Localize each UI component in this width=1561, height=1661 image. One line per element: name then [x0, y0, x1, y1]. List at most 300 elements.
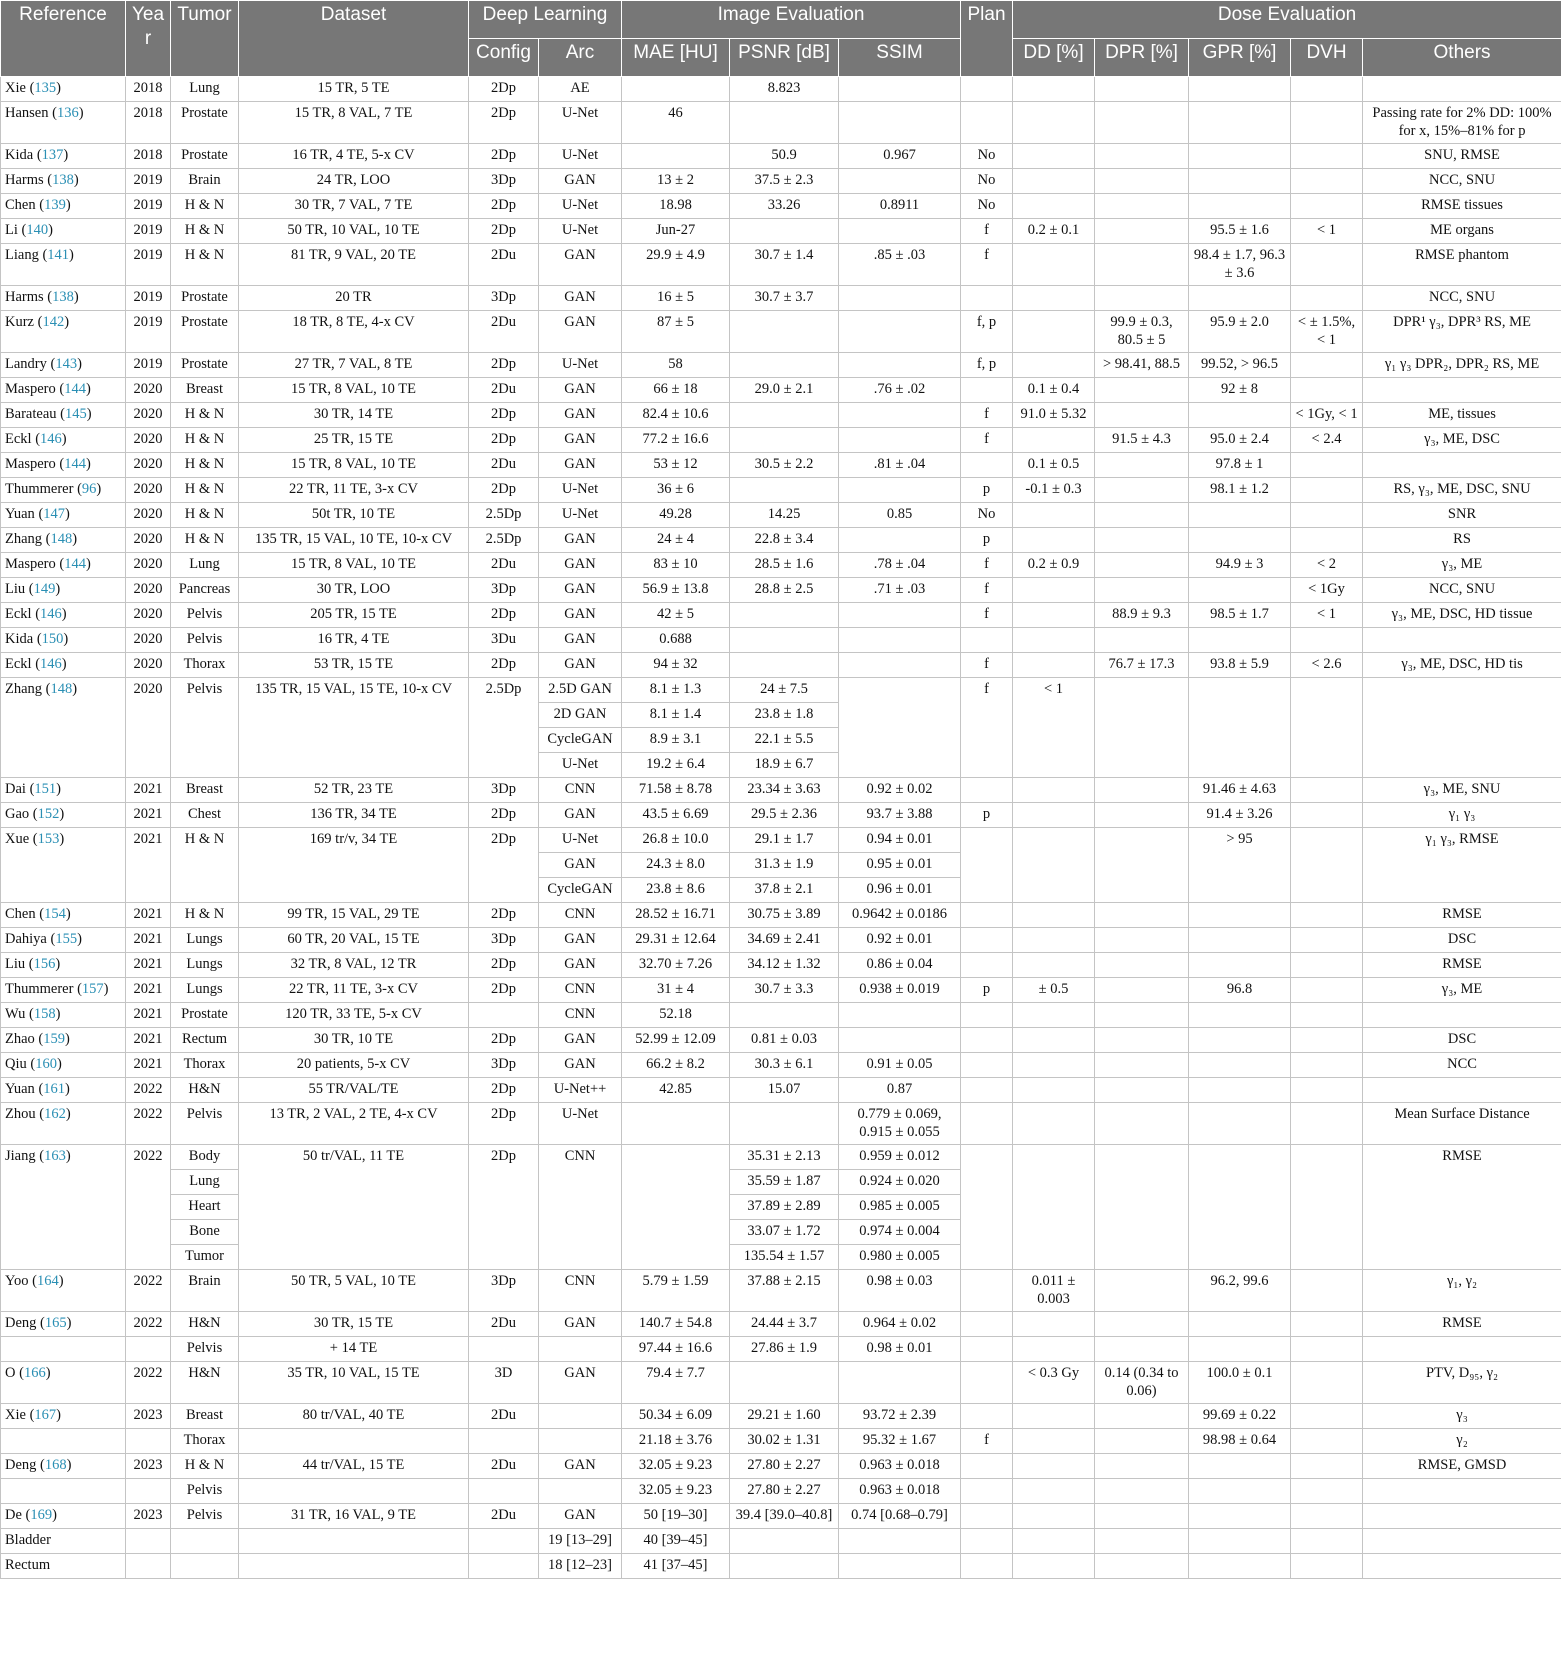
tumor-cell: Breast [171, 1404, 239, 1429]
dpr-cell [1095, 803, 1189, 828]
mae-cell: 46 [622, 102, 730, 144]
citation-link[interactable]: 166 [23, 1365, 46, 1381]
table-row [1, 453, 1561, 478]
dd-cell [1013, 1078, 1095, 1103]
others-cell: γ₁ γ₃ [1363, 803, 1561, 828]
ssim-cell: 0.87 [839, 1078, 961, 1103]
reference-author: Yuan [5, 506, 35, 522]
dd-cell [1013, 311, 1095, 353]
others-cell [1363, 1479, 1561, 1504]
citation-link[interactable]: 167 [34, 1407, 57, 1423]
others-cell: γ₃, ME, DSC, HD tissue [1363, 603, 1561, 628]
config-cell: 2Dp [469, 1078, 539, 1103]
arc-cell: 18 [12–23] [539, 1554, 622, 1579]
others-cell: RMSE [1363, 903, 1561, 928]
year-cell: 2021 [126, 978, 171, 1003]
psnr-cell: 30.7 ± 1.4 [730, 244, 839, 286]
dvh-cell [1291, 778, 1363, 803]
reference-cell: Yoo (164) [1, 1270, 126, 1312]
psnr-cell: 0.81 ± 0.03 [730, 1028, 839, 1053]
reference-author: Li [5, 222, 18, 238]
dvh-cell [1291, 953, 1363, 978]
tumor-cell: H & N [171, 219, 239, 244]
ssim-cell: .81 ± .04 [839, 453, 961, 478]
citation-link[interactable]: 151 [34, 781, 57, 797]
arc-cell [539, 1429, 622, 1454]
mae-cell: Jun-27 [622, 219, 730, 244]
reference-cell: Maspero (144) [1, 378, 126, 403]
year-cell: 2021 [126, 953, 171, 978]
dvh-cell: < 1Gy [1291, 578, 1363, 603]
psnr-cell: 30.7 ± 3.3 [730, 978, 839, 1003]
others-cell: ME, tissues [1363, 403, 1561, 428]
citation-link[interactable]: 161 [43, 1081, 66, 1097]
arc-cell: CNN [539, 778, 622, 803]
citation-link[interactable]: 136 [56, 105, 79, 121]
gpr-cell [1189, 528, 1291, 553]
citation-link[interactable]: 164 [37, 1273, 59, 1289]
citation-link[interactable]: 160 [35, 1056, 57, 1072]
psnr-cell: 22.1 ± 5.5 [730, 728, 839, 753]
citation-link[interactable]: 141 [47, 247, 70, 263]
psnr-cell: 30.02 ± 1.31 [730, 1429, 839, 1454]
citation-link[interactable]: 138 [52, 289, 74, 305]
others-cell: DPR¹ γ₃, DPR³ RS, ME [1363, 311, 1561, 353]
arc-cell: GAN [539, 1312, 622, 1337]
citation-link[interactable]: 165 [44, 1315, 67, 1331]
reference-cell: Xie (135) [1, 77, 126, 102]
citation-link[interactable]: 143 [55, 356, 78, 372]
mae-cell: 32.05 ± 9.23 [622, 1454, 730, 1479]
gpr-cell: 98.1 ± 1.2 [1189, 478, 1291, 503]
mae-cell: 49.28 [622, 503, 730, 528]
citation-link[interactable]: 139 [44, 197, 66, 213]
citation-link[interactable]: 145 [65, 406, 87, 422]
psnr-cell [730, 428, 839, 453]
ssim-cell: 0.959 ± 0.012 [839, 1145, 961, 1170]
dd-cell [1013, 1003, 1095, 1028]
psnr-cell: 37.5 ± 2.3 [730, 169, 839, 194]
reference-cell: Zhang (148) [1, 678, 126, 778]
citation-link[interactable]: 144 [64, 456, 86, 472]
citation-link[interactable]: 149 [33, 581, 56, 597]
table-row [1, 1454, 1561, 1479]
dd-cell: < 0.3 Gy [1013, 1362, 1095, 1404]
others-cell: SNR [1363, 503, 1561, 528]
arc-cell: CNN [539, 1003, 622, 1028]
psnr-cell: 30.7 ± 3.7 [730, 286, 839, 311]
arc-cell: GAN [539, 311, 622, 353]
table-row [1, 311, 1561, 353]
dpr-cell [1095, 403, 1189, 428]
psnr-cell: 8.823 [730, 77, 839, 102]
year-cell: 2023 [126, 1454, 171, 1479]
citation-link[interactable]: 146 [40, 606, 62, 622]
year-cell: 2022 [126, 1270, 171, 1312]
plan-cell [961, 286, 1013, 311]
reference-author: Harms [5, 289, 44, 305]
citation-link[interactable]: 153 [37, 831, 60, 847]
citation-link[interactable]: 158 [33, 1006, 56, 1022]
year-cell: 2020 [126, 653, 171, 678]
dpr-cell [1095, 903, 1189, 928]
ssim-cell: 95.32 ± 1.67 [839, 1429, 961, 1454]
gpr-cell [1189, 1028, 1291, 1053]
year-cell: 2020 [126, 403, 171, 428]
dataset-cell: 15 TR, 5 TE [239, 77, 469, 102]
reference-author: Yuan [5, 1081, 35, 1097]
reference-author: De [5, 1507, 22, 1523]
mae-cell: 26.8 ± 10.0 [622, 828, 730, 853]
ssim-cell: .78 ± .04 [839, 553, 961, 578]
year-cell: 2019 [126, 244, 171, 286]
mae-cell [622, 1103, 730, 1145]
others-cell: γ₃, ME, DSC [1363, 428, 1561, 453]
psnr-cell: 37.89 ± 2.89 [730, 1195, 839, 1220]
citation-link[interactable]: 157 [81, 981, 104, 997]
dvh-cell [1291, 453, 1363, 478]
psnr-cell [730, 219, 839, 244]
reference-author: Liang [5, 247, 39, 263]
col-reference-header: Reference [1, 1, 126, 77]
dataset-cell: 24 TR, LOO [239, 169, 469, 194]
arc-cell: GAN [539, 1362, 622, 1404]
reference-cell: Dahiya (155) [1, 928, 126, 953]
citation-link[interactable]: 144 [64, 556, 86, 572]
citation-link[interactable]: 137 [41, 147, 64, 163]
config-cell: 2Dp [469, 194, 539, 219]
reference-cell: Qiu (160) [1, 1053, 126, 1078]
table-row [1, 1078, 1561, 1103]
plan-cell: f, p [961, 353, 1013, 378]
others-cell: NCC, SNU [1363, 578, 1561, 603]
plan-cell: p [961, 528, 1013, 553]
tumor-cell: H & N [171, 478, 239, 503]
dataset-cell: 22 TR, 11 TE, 3-x CV [239, 978, 469, 1003]
dataset-cell: 135 TR, 15 VAL, 10 TE, 10-x CV [239, 528, 469, 553]
reference-author: Maspero [5, 456, 56, 472]
arc-cell: GAN [539, 553, 622, 578]
tumor-cell: H&N [171, 1312, 239, 1337]
citation-link[interactable]: 148 [50, 681, 73, 697]
arc-cell: CNN [539, 903, 622, 928]
config-cell: 2Du [469, 378, 539, 403]
table-row [1, 1028, 1561, 1053]
dd-cell [1013, 1479, 1095, 1504]
config-cell [469, 1479, 539, 1504]
citation-link[interactable]: 96 [81, 481, 97, 497]
table-row [1, 144, 1561, 169]
arc-cell [539, 1404, 622, 1429]
arc-cell: U-Net++ [539, 1078, 622, 1103]
plan-cell [961, 1404, 1013, 1429]
arc-cell: GAN [539, 378, 622, 403]
gpr-cell [1189, 678, 1291, 778]
reference-author: Deng [5, 1315, 37, 1331]
dvh-cell [1291, 244, 1363, 286]
config-cell: 2Dp [469, 1103, 539, 1145]
reference-author: Thummerer [5, 481, 74, 497]
psnr-cell [730, 1362, 839, 1404]
table-row [1, 528, 1561, 553]
citation-link[interactable]: 142 [42, 314, 65, 330]
plan-cell: f [961, 678, 1013, 778]
table-row [1, 803, 1561, 828]
dd-cell: 0.2 ± 0.1 [1013, 219, 1095, 244]
citation-link[interactable]: 169 [30, 1507, 53, 1523]
year-cell: 2018 [126, 102, 171, 144]
table-row [1, 1529, 1561, 1554]
reference-cell [1, 1429, 126, 1454]
dataset-cell: 15 TR, 8 VAL, 7 TE [239, 102, 469, 144]
dvh-cell [1291, 678, 1363, 778]
tumor-cell [171, 1529, 239, 1554]
config-cell: 2Dp [469, 219, 539, 244]
dd-cell [1013, 928, 1095, 953]
col-dataset-header: Dataset [239, 1, 469, 77]
plan-cell [961, 903, 1013, 928]
citation-link[interactable]: 156 [33, 956, 56, 972]
reference-author: Chen [5, 906, 36, 922]
reference-author: Eckl [5, 431, 32, 447]
year-cell: 2019 [126, 311, 171, 353]
mae-cell: 19.2 ± 6.4 [622, 753, 730, 778]
reference-cell: Zhou (162) [1, 1103, 126, 1145]
citation-link[interactable]: 150 [41, 631, 64, 647]
mae-cell: 83 ± 10 [622, 553, 730, 578]
gpr-cell: 98.98 ± 0.64 [1189, 1429, 1291, 1454]
dpr-cell: 88.9 ± 9.3 [1095, 603, 1189, 628]
psnr-cell: 34.69 ± 2.41 [730, 928, 839, 953]
ssim-cell: 0.94 ± 0.01 [839, 828, 961, 853]
table-row [1, 286, 1561, 311]
tumor-cell: Lung [171, 77, 239, 102]
citation-link[interactable]: 155 [55, 931, 78, 947]
others-cell: γ₁ γ₃ DPR₂, DPR₂ RS, ME [1363, 353, 1561, 378]
reference-cell [1, 1337, 126, 1362]
psnr-cell: 29.21 ± 1.60 [730, 1404, 839, 1429]
dd-cell [1013, 628, 1095, 653]
config-cell: 3Dp [469, 286, 539, 311]
others-cell: Passing rate for 2% DD: 100% for x, 15%–81% for p [1363, 102, 1561, 144]
mae-cell: 13 ± 2 [622, 169, 730, 194]
dataset-cell: 30 TR, 14 TE [239, 403, 469, 428]
year-cell: 2022 [126, 1103, 171, 1145]
mae-cell: 18.98 [622, 194, 730, 219]
dd-cell: 0.011 ± 0.003 [1013, 1270, 1095, 1312]
dataset-cell: 30 TR, 7 VAL, 7 TE [239, 194, 469, 219]
tumor-cell [171, 1554, 239, 1579]
reference-author: Landry [5, 356, 47, 372]
arc-cell: U-Net [539, 1103, 622, 1145]
dd-cell [1013, 778, 1095, 803]
citation-link[interactable]: 146 [40, 431, 62, 447]
dataset-cell [239, 1429, 469, 1454]
citation-link[interactable]: 162 [44, 1106, 66, 1122]
config-cell: 3Dp [469, 1270, 539, 1312]
dataset-cell: 16 TR, 4 TE [239, 628, 469, 653]
reference-author: Deng [5, 1457, 37, 1473]
reference-cell: Kida (137) [1, 144, 126, 169]
dpr-cell [1095, 1404, 1189, 1429]
citation-link[interactable]: 144 [64, 381, 86, 397]
mae-cell: 32.70 ± 7.26 [622, 953, 730, 978]
dpr-cell [1095, 1103, 1189, 1145]
tumor-cell: H & N [171, 528, 239, 553]
citation-link[interactable]: 138 [52, 172, 74, 188]
psnr-cell [730, 1529, 839, 1554]
col-year-header: Year [126, 1, 171, 77]
arc-cell: GAN [539, 403, 622, 428]
ssim-cell: 0.924 ± 0.020 [839, 1170, 961, 1195]
dvh-cell [1291, 194, 1363, 219]
psnr-cell: 14.25 [730, 503, 839, 528]
reference-cell: Deng (168) [1, 1454, 126, 1479]
gpr-cell [1189, 194, 1291, 219]
citation-link[interactable]: 148 [50, 531, 73, 547]
plan-cell [961, 1554, 1013, 1579]
citation-link[interactable]: 152 [37, 806, 60, 822]
dataset-cell: 50 TR, 10 VAL, 10 TE [239, 219, 469, 244]
tumor-cell: Pancreas [171, 578, 239, 603]
citation-link[interactable]: 146 [40, 656, 62, 672]
dvh-cell [1291, 1337, 1363, 1362]
table-row [1, 1270, 1561, 1312]
ssim-cell [839, 1554, 961, 1579]
config-cell: 2Du [469, 311, 539, 353]
tumor-cell: Lungs [171, 953, 239, 978]
ssim-cell: 0.9642 ± 0.0186 [839, 903, 961, 928]
dataset-cell: 30 TR, LOO [239, 578, 469, 603]
plan-cell [961, 828, 1013, 903]
year-cell: 2020 [126, 678, 171, 778]
ssim-cell: .85 ± .03 [839, 244, 961, 286]
arc-cell: GAN [539, 528, 622, 553]
config-cell: 2Du [469, 1312, 539, 1337]
psnr-cell: 29.1 ± 1.7 [730, 828, 839, 853]
reference-author: Xie [5, 1407, 26, 1423]
gpr-cell: 95.5 ± 1.6 [1189, 219, 1291, 244]
ssim-cell: 93.7 ± 3.88 [839, 803, 961, 828]
reference-cell: Xie (167) [1, 1404, 126, 1429]
config-cell [469, 1529, 539, 1554]
dpr-cell: 99.9 ± 0.3, 80.5 ± 5 [1095, 311, 1189, 353]
gpr-cell [1189, 77, 1291, 102]
gpr-cell: 99.69 ± 0.22 [1189, 1404, 1291, 1429]
reference-author: Thummerer [5, 981, 74, 997]
dataset-cell: 205 TR, 15 TE [239, 603, 469, 628]
dpr-cell [1095, 628, 1189, 653]
table-row [1, 503, 1561, 528]
year-cell: 2021 [126, 1003, 171, 1028]
tumor-cell: Chest [171, 803, 239, 828]
config-cell: 3Dp [469, 169, 539, 194]
config-cell: 2Dp [469, 353, 539, 378]
citation-link[interactable]: 159 [43, 1031, 66, 1047]
psnr-cell: 30.3 ± 6.1 [730, 1053, 839, 1078]
ssim-cell: 0.92 ± 0.02 [839, 778, 961, 803]
citation-link[interactable]: 140 [26, 222, 49, 238]
reference-cell: Maspero (144) [1, 453, 126, 478]
year-cell: 2022 [126, 1312, 171, 1337]
reference-cell: Hansen (136) [1, 102, 126, 144]
config-cell: 2Du [469, 244, 539, 286]
mae-cell: 29.31 ± 12.64 [622, 928, 730, 953]
citation-link[interactable]: 154 [44, 906, 66, 922]
mae-cell: 79.4 ± 7.7 [622, 1362, 730, 1404]
arc-cell: GAN [539, 853, 622, 878]
gpr-cell [1189, 503, 1291, 528]
mae-cell: 36 ± 6 [622, 478, 730, 503]
mae-cell [622, 1145, 730, 1270]
others-cell: RMSE [1363, 953, 1561, 978]
table-row [1, 102, 1561, 144]
others-cell [1363, 628, 1561, 653]
tumor-cell: Lungs [171, 978, 239, 1003]
mae-cell: 52.99 ± 12.09 [622, 1028, 730, 1053]
mae-cell: 87 ± 5 [622, 311, 730, 353]
plan-cell: f [961, 603, 1013, 628]
gpr-cell [1189, 102, 1291, 144]
dvh-cell: < 1 [1291, 603, 1363, 628]
reference-author: Eckl [5, 606, 32, 622]
others-cell: RS, γ₃, ME, DSC, SNU [1363, 478, 1561, 503]
arc-cell [539, 1479, 622, 1504]
citation-link[interactable]: 135 [34, 80, 57, 96]
psnr-cell: 37.88 ± 2.15 [730, 1270, 839, 1312]
plan-cell: p [961, 803, 1013, 828]
plan-cell: No [961, 194, 1013, 219]
table-row [1, 1429, 1561, 1454]
dataset-cell: 55 TR/VAL/TE [239, 1078, 469, 1103]
ssim-cell [839, 1362, 961, 1404]
psnr-cell: 18.9 ± 6.7 [730, 753, 839, 778]
dpr-cell [1095, 828, 1189, 903]
config-cell: 2Du [469, 553, 539, 578]
dvh-cell [1291, 353, 1363, 378]
config-cell: 2Dp [469, 403, 539, 428]
tumor-cell: Breast [171, 778, 239, 803]
others-cell: γ₁, γ₂ [1363, 1270, 1561, 1312]
dpr-cell [1095, 244, 1189, 286]
reference-author: Zhao [5, 1031, 35, 1047]
citation-link[interactable]: 163 [44, 1148, 66, 1164]
plan-cell [961, 928, 1013, 953]
gpr-cell [1189, 1504, 1291, 1529]
arc-cell: AE [539, 77, 622, 102]
others-cell: RMSE [1363, 1145, 1561, 1270]
tumor-cell: H & N [171, 1454, 239, 1479]
tumor-cell: H & N [171, 428, 239, 453]
config-cell: 2Du [469, 1504, 539, 1529]
citation-link[interactable]: 147 [43, 506, 66, 522]
ssim-cell: 0.967 [839, 144, 961, 169]
tumor-cell: Prostate [171, 286, 239, 311]
dd-cell: < 1 [1013, 678, 1095, 778]
psnr-cell: 34.12 ± 1.32 [730, 953, 839, 978]
plan-cell [961, 1337, 1013, 1362]
dvh-cell: < 2 [1291, 553, 1363, 578]
gpr-cell: 95.0 ± 2.4 [1189, 428, 1291, 453]
table-row [1, 1103, 1561, 1145]
reference-author: Eckl [5, 656, 32, 672]
reference-cell: O (166) [1, 1362, 126, 1404]
citation-link[interactable]: 168 [44, 1457, 67, 1473]
others-cell: PTV, D₉₅, γ₂ [1363, 1362, 1561, 1404]
year-cell: 2020 [126, 378, 171, 403]
dvh-cell [1291, 1312, 1363, 1337]
dpr-cell [1095, 219, 1189, 244]
